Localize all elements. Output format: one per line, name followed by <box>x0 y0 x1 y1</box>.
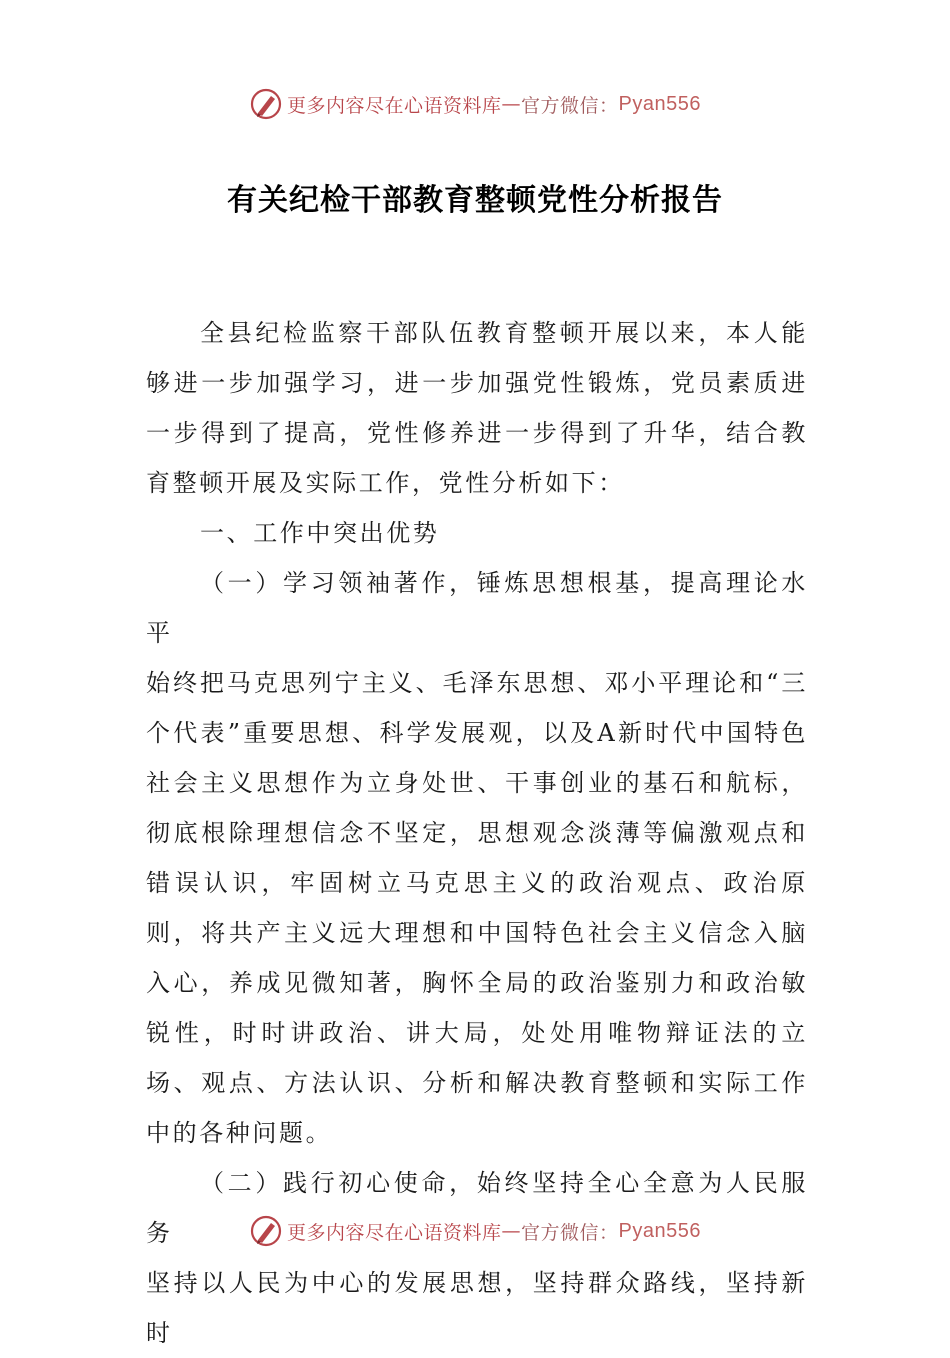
paragraph-subsection-1: 始终把马克思列宁主义、毛泽东思想、邓小平理论和“三个代表”重要思想、科学发展观，以及A新时代中国特色社会主义思想作为立身处世、干事创业的基石和航标，彻底根除理想信念不坚定，思想观念淡薄等偏激观点和错误认识，牢固树立马克思主义的政治观点、政治原则，将共产主义远大理想和中国特色社会主义信念入脑入心，养成见微知著，胸怀全局的政治鉴别力和政治敏锐性，时时讲政治、讲大局，处处用唯物辩证法的立场、观点、方法认识、分析和解决教育整顿和实际工作中的各种问题。 <box>146 669 808 1147</box>
watermark-wechat-id: Pyan556 <box>618 1219 701 1242</box>
watermark-dash: — <box>501 93 522 115</box>
document-title: 有关纪检干部教育整顿党性分析报告 <box>227 183 723 218</box>
subsection-heading-1: （一）学习领袖著作，锤炼思想根基，提高理论水平 <box>146 569 808 647</box>
watermark-footer <box>0 1211 950 1251</box>
paragraph-intro: 全县纪检监察干部队伍教育整顿开展以来，本人能够进一步加强学习，进一步加强党性锻炼，党员素质进一步得到了提高，党性修养进一步得到了升华，结合教育整顿开展及实际工作，党性分析如下： <box>146 319 808 497</box>
paragraph-subsection-2: 坚持以人民为中心的发展思想，坚持群众路线，坚持新时 <box>146 1269 808 1347</box>
subsection-heading-2: （二）践行初心使命，始终坚持全心全意为人民服务 <box>146 1169 808 1247</box>
watermark-header <box>0 84 950 124</box>
document-body <box>146 308 808 1358</box>
pen-logo-icon <box>249 1214 283 1248</box>
watermark-text: 更多内容尽在心语资料库 <box>287 1221 502 1244</box>
section-heading-1: 一、工作中突出优势 <box>200 519 440 547</box>
pen-logo-icon <box>249 87 283 121</box>
watermark-dash: — <box>501 1220 522 1242</box>
watermark-text: 更多内容尽在心语资料库 <box>287 94 502 117</box>
watermark-wechat-label: 官方微信： <box>521 1221 619 1244</box>
watermark-wechat-label: 官方微信： <box>521 94 619 117</box>
watermark-wechat-id: Pyan556 <box>618 92 701 115</box>
